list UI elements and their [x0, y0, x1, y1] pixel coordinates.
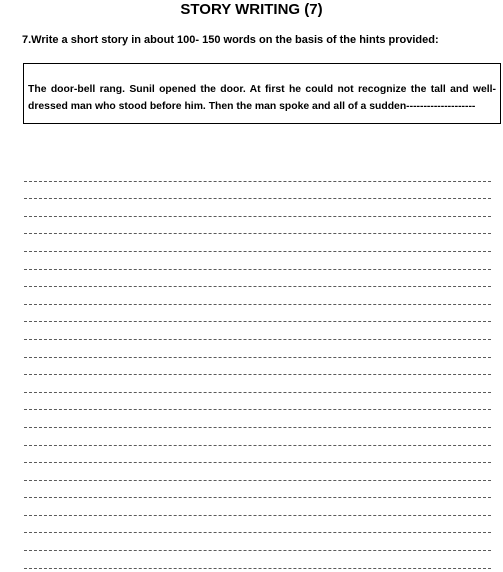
answer-line[interactable] [24, 481, 491, 499]
answer-line[interactable] [24, 498, 491, 516]
answer-line[interactable] [24, 182, 491, 200]
answer-line[interactable] [24, 516, 491, 534]
answer-line[interactable] [24, 410, 491, 428]
story-hint-text: The door-bell rang. Sunil opened the door. At first he could not recognize the tall and well-dressed man who stood before him. Then the man spoke and all of a sudden-------------------- [28, 84, 496, 112]
answer-line[interactable] [24, 252, 491, 270]
answer-line[interactable] [24, 551, 491, 569]
answer-writing-area[interactable] [24, 164, 491, 569]
answer-line[interactable] [24, 340, 491, 358]
answer-line[interactable] [24, 234, 491, 252]
answer-line[interactable] [24, 393, 491, 411]
answer-line[interactable] [24, 463, 491, 481]
answer-line[interactable] [24, 358, 491, 376]
answer-line[interactable] [24, 270, 491, 288]
answer-line[interactable] [24, 305, 491, 323]
answer-line[interactable] [24, 375, 491, 393]
answer-line[interactable] [24, 446, 491, 464]
answer-line[interactable] [24, 322, 491, 340]
answer-line[interactable] [24, 199, 491, 217]
question-instruction: 7.Write a short story in about 100- 150 words on the basis of the hints provided: [22, 34, 439, 46]
answer-line[interactable] [24, 533, 491, 551]
answer-line[interactable] [24, 217, 491, 235]
worksheet-title: STORY WRITING (7) [180, 1, 323, 18]
answer-line[interactable] [24, 164, 491, 182]
answer-line[interactable] [24, 287, 491, 305]
answer-line[interactable] [24, 428, 491, 446]
story-hint-box [23, 63, 501, 124]
